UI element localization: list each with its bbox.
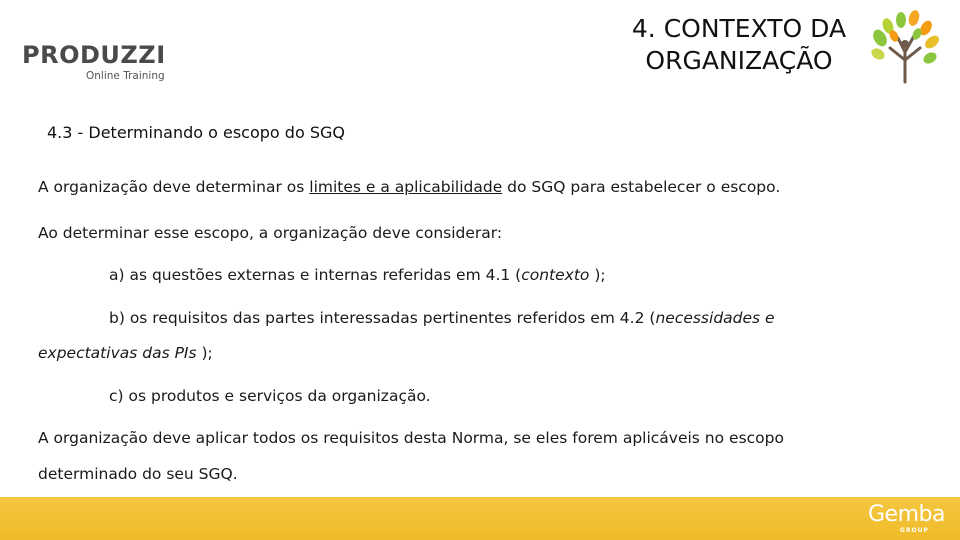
list-item-b-cont (38, 344, 213, 362)
slide-title-line2: ORGANIZAÇÃO (645, 46, 833, 75)
p1-underlined: limites e a aplicabilidade (309, 178, 503, 196)
p1-before: A organização deve determinar os (38, 178, 310, 196)
p1-after: do SGQ para estabelecer o escopo. (502, 178, 781, 196)
logo-name: PRODUZZI (22, 41, 166, 69)
item-b-italic: necessidades e (655, 309, 775, 327)
item-a-end: ); (589, 266, 606, 284)
paragraph-consider: Ao determinar esse escopo, a organização deve considerar: (38, 224, 503, 242)
gemba-sub: GROUP (900, 527, 929, 534)
gemba-name: Gemba (868, 502, 945, 527)
list-item-b (109, 309, 775, 327)
gemba-logo (868, 503, 945, 535)
paragraph-apply-line1: A organização deve aplicar todos os requisitos desta Norma, se eles forem aplicáveis no escopo (38, 429, 784, 447)
paragraph-apply-line2: determinado do seu SGQ. (38, 465, 238, 483)
item-b-text: b) os requisitos das partes interessadas pertinentes referidos em 4.2 ( (109, 309, 656, 327)
item-b-cont-italic: expectativas das PIs (38, 344, 197, 362)
list-item-a (109, 266, 606, 284)
slide-title (600, 13, 878, 77)
paragraph-scope (38, 178, 780, 196)
list-item-c: c) os produtos e serviços da organização. (109, 387, 431, 405)
logo-tagline: Online Training (86, 70, 165, 82)
section-heading: 4.3 - Determinando o escopo do SGQ (47, 123, 345, 142)
produzzi-logo (22, 41, 166, 82)
tree-logo-icon (868, 8, 942, 84)
slide-title-line1: 4. CONTEXTO DA (631, 14, 847, 43)
item-a-text: a) as questões externas e internas referidas em 4.1 ( (109, 266, 522, 284)
item-a-italic: contexto (521, 266, 590, 284)
footer-bar (0, 497, 960, 540)
item-b-end: ); (196, 344, 213, 362)
